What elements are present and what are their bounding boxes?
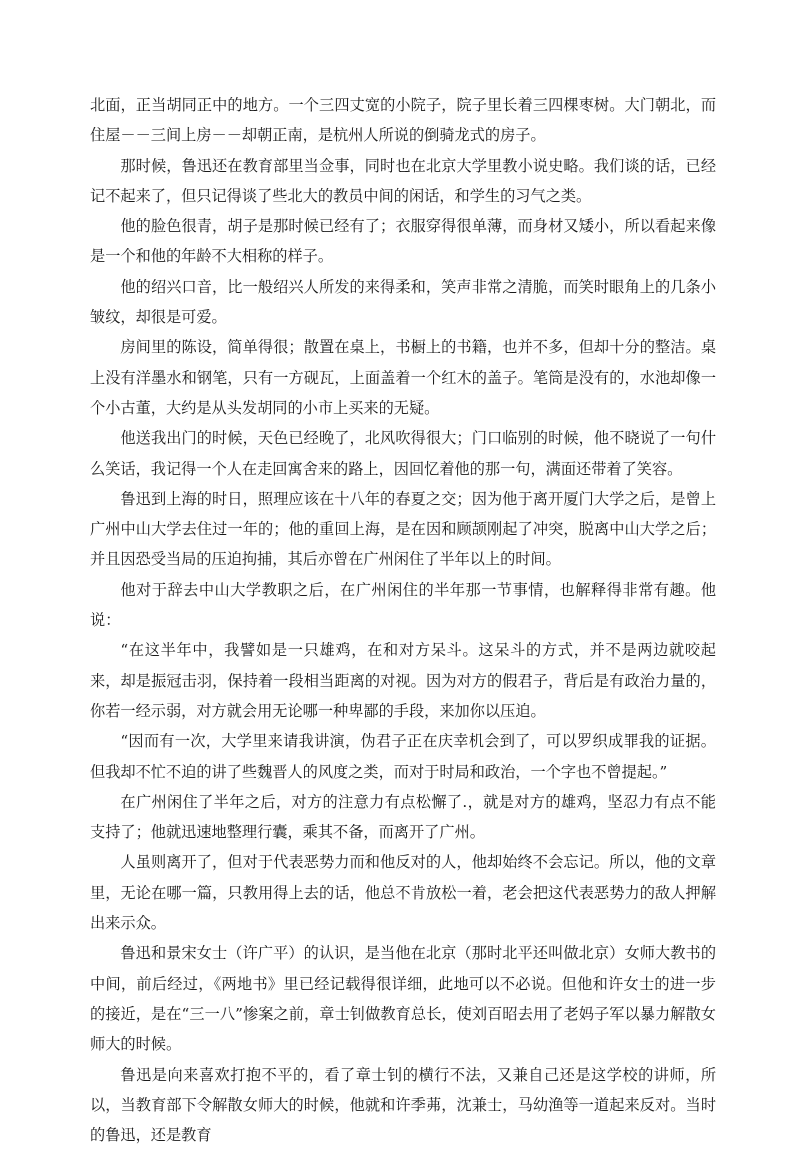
- paragraph-4: 他的绍兴口音，比一般绍兴人所发的来得柔和，笑声非常之清脆，而笑时眼角上的几条小皱纹，却很是可爱。: [90, 272, 716, 333]
- quote-paragraph-1: “在这半年中，我譬如是一只雄鸡，在和对方呆斗。这呆斗的方式，并不是两边就咬起来，却是振冠击羽，保持着一段相当距离的对视。因为对方的假君子，背后是有政治力量的，你若一经示弱，对方就会用无论哪一种卑鄙的手段，来加你以压迫。: [90, 635, 716, 726]
- paragraph-8: 他对于辞去中山大学教职之后，在广州闲住的半年那一节事情，也解释得非常有趣。他说：: [90, 575, 716, 636]
- paragraph-5: 房间里的陈设，简单得很；散置在桌上，书橱上的书籍，也并不多，但却十分的整洁。桌上没有洋墨水和钢笔，只有一方砚瓦，上面盖着一个红木的盖子。笔筒是没有的，水池却像一个小古董，大约是从头发胡同的小市上买来的无疑。: [90, 332, 716, 423]
- paragraph-14: 鲁迅是向来喜欢打抱不平的，看了章士钊的横行不法，又兼自己还是这学校的讲师，所以，当教育部下令解散女师大的时候，他就和许季茀，沈兼士，马幼渔等一道起来反对。当时的鲁迅，还是教育: [90, 1060, 716, 1150]
- paragraph-13: 鲁迅和景宋女士（许广平）的认识，是当他在北京（那时北平还叫做北京）女师大教书的中间，前后经过，《两地书》里已经记载得很详细，此地可以不必说。但他和许女士的进一步的接近，是在“三一八”惨案之前，章士钊做教育总长，使刘百昭去用了老妈子军以暴力解散女师大的时候。: [90, 938, 716, 1059]
- paragraph-7: 鲁迅到上海的时日，照理应该在十八年的春夏之交；因为他于离开厦门大学之后，是曾上广州中山大学去住过一年的；他的重回上海，是在因和顾颉刚起了冲突，脱离中山大学之后；并且因恐受当局的压迫拘捕，其后亦曾在广州闲住了半年以上的时间。: [90, 484, 716, 575]
- paragraph-2: 那时候，鲁迅还在教育部里当佥事，同时也在北京大学里教小说史略。我们谈的话，已经记不起来了，但只记得谈了些北大的教员中间的闲话，和学生的习气之类。: [90, 151, 716, 212]
- paragraph-12: 人虽则离开了，但对于代表恶势力而和他反对的人，他却始终不会忘记。所以，他的文章里，无论在哪一篇，只教用得上去的话，他总不肯放松一着，老会把这代表恶势力的敌人押解出来示众。: [90, 847, 716, 938]
- paragraph-6: 他送我出门的时候，天色已经晚了，北风吹得很大；门口临别的时候，他不晓说了一句什么笑话，我记得一个人在走回寓舍来的路上，因回忆着他的那一句，满面还带着了笑容。: [90, 423, 716, 484]
- paragraph-1: 北面，正当胡同正中的地方。一个三四丈宽的小院子，院子里长着三四棵枣树。大门朝北，而住屋－－三间上房－－却朝正南，是杭州人所说的倒骑龙式的房子。: [90, 90, 716, 151]
- quote-paragraph-2: “因而有一次，大学里来请我讲演，伪君子正在庆幸机会到了，可以罗织成罪我的证据。但我却不忙不迫的讲了些魏晋人的风度之类，而对于时局和政治，一个字也不曾提起。”: [90, 726, 716, 787]
- paragraph-3: 他的脸色很青，胡子是那时候已经有了；衣服穿得很单薄，而身材又矮小，所以看起来像是一个和他的年龄不大相称的样子。: [90, 211, 716, 272]
- paragraph-11: 在广州闲住了半年之后，对方的注意力有点松懈了.，就是对方的雄鸡，坚忍力有点不能支持了；他就迅速地整理行囊，乘其不备，而离开了广州。: [90, 787, 716, 848]
- document-body: [90, 90, 716, 1150]
